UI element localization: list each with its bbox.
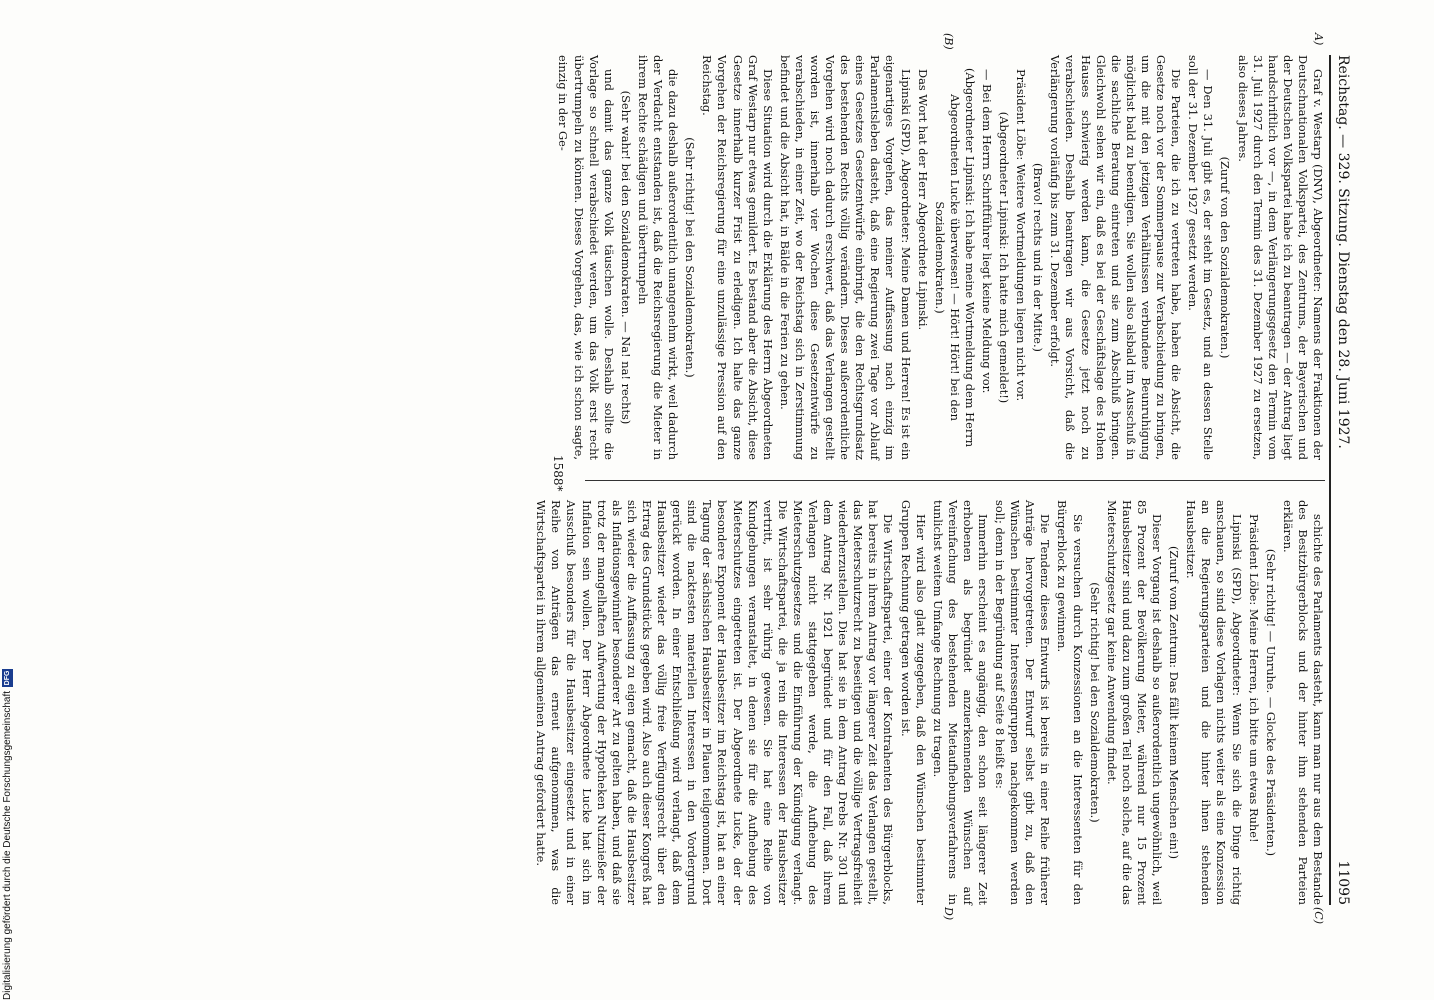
paragraph: Dieser Vorgang ist deshalb so außerordentlich ungewöhnlich, weil 85 Prozent der Bevölkerung Mieter, während nur 15 Prozent Hausbesitzer sind und dazu zum großen Teil noch solche, auf die das Mieterschutzgesetz gar keine Anwendung findet.: [1104, 500, 1165, 905]
paragraph: (Sehr wahr! bei den Sozialdemokraten. — Na! na! rechts): [618, 90, 633, 425]
paragraph: Die Parteien, die ich zu vertreten habe, haben die Absicht, die Gesetze noch vor der Sommerpause zur Verabschiedung zu bringen, um die mit den jetzigen Verhältnissen verbundene Beunruhigung möglichst bald zu beendigen. Sie wollen also alsbald im Ausschuß in die sachliche Beratung eintreten und sie zum Abschluß bringen. Gleichwohl sehen wir ein, daß es bei der Geschäftslage des Hohen Hauses schwierig werden kann, die Gesetze jetzt noch zu verabschieden. Deshalb beantragen wir aus Vorsicht, daß die Verlängerung vorläufig bis zum 31. Dezember erfolgt.: [1048, 55, 1184, 460]
paragraph: Immerhin erscheint es angängig, den schon seit längerer Zeit erhobenen als begründet anzuerkennenden Wünschen auf Vereinfachung des bestehenden Mietaufhebungsverfahrens in tunlichst weitem Umfange Rechnung zu tragen.: [930, 500, 991, 905]
paragraph: Sie versuchen durch Konzessionen an die Interessenten für den Bürgerblock zu gewinnen.: [1055, 500, 1085, 905]
paragraph: (Sehr richtig! bei den Sozialdemokraten.): [1087, 582, 1102, 823]
paragraph: die dazu deshalb außerordentlich unangenehm wirkt, weil dadurch der Verdacht entstanden ist, daß die Reichsregierung die Mieter in ihrem Rechte schädigen und übertrumpeln: [635, 55, 681, 460]
page-number: 11095: [1335, 860, 1351, 905]
paragraph: Hier wird also glatt zugegeben, daß den Wünschen bestimmter Gruppen Rechnung getragen worden ist.: [898, 500, 928, 905]
paragraph: Präsident Löbe: Meine Herren, ich bitte um etwas Ruhe!: [1246, 514, 1261, 843]
rotated-page-content: [55, 33, 1355, 924]
paragraph: Lipinski (SPD), Abgeordneter: Wenn Sie sich die Dinge richtig anschauen, so sind diese Vorlagen nichts weiter als eine Konzession an die Regierungsparteien und die hinter ihnen stehenden Hausbesitzer.: [1184, 500, 1244, 905]
page-header: [1329, 55, 1355, 905]
dfg-logo: DFG: [4, 670, 11, 686]
left-column: [556, 55, 1325, 460]
margin-mark-a: A): [1312, 33, 1325, 46]
paragraph: Graf v. Westarp (DNV), Abgeordneter: Namens der Fraktionen der Deutschnationalen Volkspartei, des Zentrums, der Bayerischen und der Deutschen Volkspartei habe ich zu beantragen — der Antrag liegt handschriftlich vor —, in dem Verlängerungsgesetz den Termin vom 31. Juli 1927 durch den Termin des 31. Dezember 1927 zu ersetzen, also dieses Jahres.: [1235, 55, 1325, 460]
margin-mark-d: D): [942, 907, 955, 921]
margin-mark-c: (C): [1312, 907, 1325, 924]
paragraph: und damit das ganze Volk täuschen wolle. Deshalb sollte die Vorlage so schnell verabschiedet werden, um das Volk erst recht übertrumpeln zu können. Dieses Vorgehen, das, wie ich schon sagte, einzig in der Ge-: [556, 55, 616, 460]
margin-mark-b: (B): [942, 33, 955, 50]
paragraph: (Sehr richtig! — Unruhe. — Glocke des Präsidenten.): [1263, 548, 1278, 857]
column-divider: [585, 480, 1325, 481]
paragraph: (Sehr richtig! bei den Sozialdemokraten.): [683, 137, 698, 378]
paragraph: Diese Situation wird durch die Erklärung des Herrn Abgeordneten Graf Westarp nur etwas gemildert. Es bestand aber die Absicht, diese Gesetze innerhalb kurzer Frist zu erledigen. Ich halte das ganze Vorgehen der Reichsregierung für eine unzulässige Pression auf den Reichstag.: [700, 55, 775, 460]
paragraph: (Zuruf vom Zentrum: Das fällt keinem Menschen ein!): [1167, 545, 1182, 860]
paragraph: — Bei dem Herrn Schriftführer liegt keine Meldung vor.: [980, 69, 995, 394]
paragraph: Präsident Löbe: Weitere Wortmeldungen liegen nicht vor.: [1014, 69, 1029, 402]
digitization-note: [2, 669, 13, 1000]
paragraph: Die Wirtschaftspartei, einer der Kontrahenten des Bürgerblocks, hat bereits in ihrem Antrag vor längerer Zeit das Verlangen gestellt, das Mieterschutzrecht zu beseitigen und die völlige Vertragsfreiheit wiederherzustellen. Dies hat sie in dem Antrag Drebs Nr. 301 und dem Antrag Nr. 1921 begründet und für den Fall, daß ihrem Verlangen nicht stattgegeben werde, die Aufhebung des Mieterschutzgesetzes und die Einführung der Kündigung verlangt. Die Wirtschaftspartei, die ja rein die Interessen der Hausbesitzer vertritt, ist sehr rührig gewesen. Sie hat eine Reihe von Kundgebungen veranstaltet, in denen sie für die Aufhebung des Mieterschutzes eingetreten ist. Der Abgeordnete Lucke, der der besondere Exponent der Hausbesitzer im Reichstag ist, hat an einer Tagung der sächsischen Hausbesitzer in Plauen teilgenommen. Dort sind die nacktesten materiellen Interessen in den Vordergrund gerückt worden. In einer Entschließung wird verlangt, daß dem Hausbesitzer wieder das völlig freie Verfügungsrecht über den Ertrag des Grundstücks gegeben wird. Also auch dieser Kongreß hat sich wieder die Auffassung zu eigen gemacht, daß die Hausbesitzer als Inflationsgewinnler besonderer Art zu gelten haben, und daß sie trotz der mangelhaften Aufwertung der Hypotheken Nutznießer der Inflation sein wollen. Der Herr Abgeordnete Lucke hat sich im Ausschuß besonders für die Hausbesitzer eingesetzt und in einer Reihe von Anträgen das erneut aufgenommen, was die Wirtschaftspartei in ihrem allgemeinen Antrag gefordert hatte.: [534, 500, 896, 905]
header-title: Reichstag. — 329. Sitzung. Dienstag den 28. Juni 1927.: [1335, 55, 1351, 449]
page-footer: 1588*: [551, 455, 565, 492]
paragraph: Lipinski (SPD), Abgeordneter: Meine Damen und Herren! Es ist ein eigenartiges Vorgehen, das meiner Auffassung nach einzig im Parlamentsleben dasteht, daß eine Regierung zwei Tage vor Ablauf eines Gesetzes Gesetzentwürfe einbringt, die den Rechtsgrundsatz des bestehenden Rechts völlig verändern. Dieses außerordentliche Vorgehen wird noch dadurch erschwert, daß das Verlangen gestellt worden ist, innerhalb vier Wochen diese Gesetzentwürfe zu verabschieden, in einer Zeit, wo der Reichstag sich in Zerstimmung befindet und die Absicht hat, in Bälde in die Ferien zu gehen.: [777, 55, 913, 460]
paragraph: (Abgeordneter Lipinski: Ich habe meine Wortmeldung dem Herrn Abgeordneten Lucke überwiesen! — Hört! Hört! bei den Sozialdemokraten.): [932, 67, 977, 448]
paragraph: Die Tendenz dieses Entwurfs ist bereits in einer Reihe früherer Anträge hervorgetreten. Der Entwurf selbst gibt zu, daß den Wünschen bestimmter Interessengruppen nachgekommen werden soll; denn in der Begründung auf Seite 8 heißt es:: [993, 500, 1053, 905]
paragraph: — Den 31. Juli gibt es, der steht im Gesetz, und an dessen Stelle soll der 31. Dezember 1927 gesetzt werden.: [1186, 55, 1216, 460]
paragraph: (Zuruf von den Sozialdemokraten.): [1218, 156, 1233, 359]
side-note-text: Digitalisierung gefördert durch die Deutsche Forschungsgemeinschaft: [2, 690, 13, 1000]
right-column: [534, 500, 1325, 905]
paragraph: (Abgeordneter Lipinski: Ich hatte mich gemeldet!): [997, 111, 1012, 404]
paragraph: schichte des Parlaments dasteht, kann man nur aus dem Bestande des Besitzbürgerblocks und der hinter ihm stehenden Parteien erklären.: [1280, 500, 1325, 905]
paragraph: Das Wort hat der Herr Abgeordnete Lipinski.: [915, 69, 930, 331]
paragraph: (Bravo! rechts und in der Mitte.): [1031, 162, 1046, 353]
